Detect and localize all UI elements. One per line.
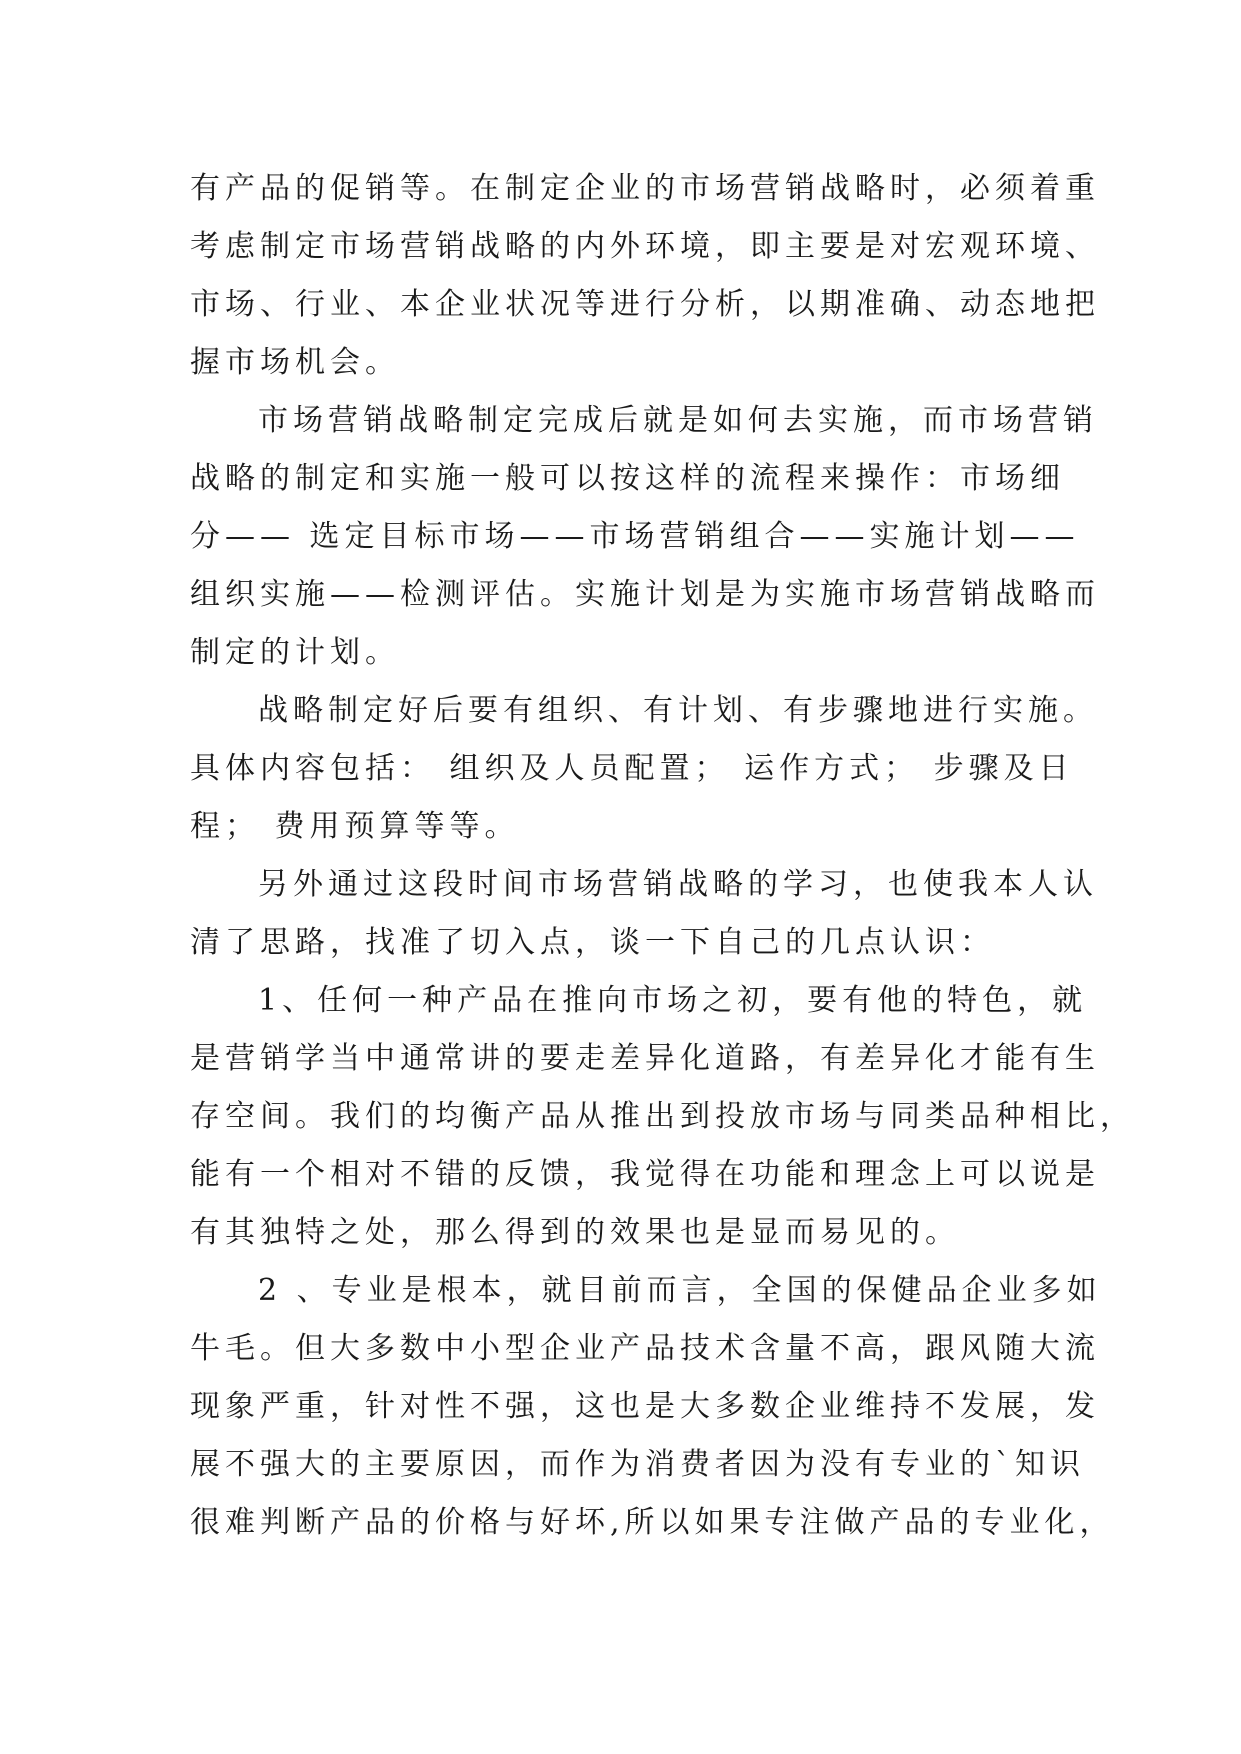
text-line: 有产品的促销等。在制定企业的市场营销战略时，必须着重 <box>190 171 1100 206</box>
paragraph-start-line: 1、任何一种产品在推向市场之初，要有他的特色，就 <box>258 983 1088 1018</box>
text-line: 战略的制定和实施一般可以按这样的流程来操作：市场细 <box>190 461 1065 496</box>
text-line: 考虑制定市场营销战略的内外环境，即主要是对宏观环境、 <box>190 229 1100 264</box>
paragraph-start-line: 另外通过这段时间市场营销战略的学习，也使我本人认 <box>258 867 1098 902</box>
text-line: 是营销学当中通常讲的要走差异化道路，有差异化才能有生 <box>190 1041 1100 1076</box>
text-line: 制定的计划。 <box>190 635 400 670</box>
text-line: 现象严重，针对性不强，这也是大多数企业维持不发展，发 <box>190 1389 1100 1424</box>
text-line: 握市场机会。 <box>190 345 400 380</box>
text-line: 展不强大的主要原因，而作为消费者因为没有专业的`知识 <box>190 1447 1085 1482</box>
text-line: 有其独特之处，那么得到的效果也是显而易见的。 <box>190 1215 960 1250</box>
text-line: 清了思路，找准了切入点，谈一下自己的几点认识： <box>190 925 995 960</box>
text-line: 组织实施——检测评估。实施计划是为实施市场营销战略而 <box>190 577 1100 612</box>
body-text <box>190 160 1135 1552</box>
text-line: 具体内容包括： 组织及人员配置； 运作方式； 步骤及日 <box>190 751 1074 786</box>
text-line: 很难判断产品的价格与好坏,所以如果专注做产品的专业化， <box>190 1505 1115 1540</box>
text-line: 市场、行业、本企业状况等进行分析，以期准确、动态地把 <box>190 287 1100 322</box>
paragraph-start-line: 2 、专业是根本，就目前而言，全国的保健品企业多如 <box>258 1273 1102 1308</box>
text-line: 分—— 选定目标市场——市场营销组合——实施计划—— <box>190 519 1080 554</box>
text-line: 牛毛。但大多数中小型企业产品技术含量不高，跟风随大流 <box>190 1331 1100 1366</box>
paragraph-start-line: 市场营销战略制定完成后就是如何去实施，而市场营销 <box>258 403 1098 438</box>
paragraph-start-line: 战略制定好后要有组织、有计划、有步骤地进行实施。 <box>258 693 1098 728</box>
text-line: 存空间。我们的均衡产品从推出到投放市场与同类品种相比， <box>190 1099 1135 1134</box>
text-line: 能有一个相对不错的反馈，我觉得在功能和理念上可以说是 <box>190 1157 1100 1192</box>
text-line: 程； 费用预算等等。 <box>190 809 520 844</box>
